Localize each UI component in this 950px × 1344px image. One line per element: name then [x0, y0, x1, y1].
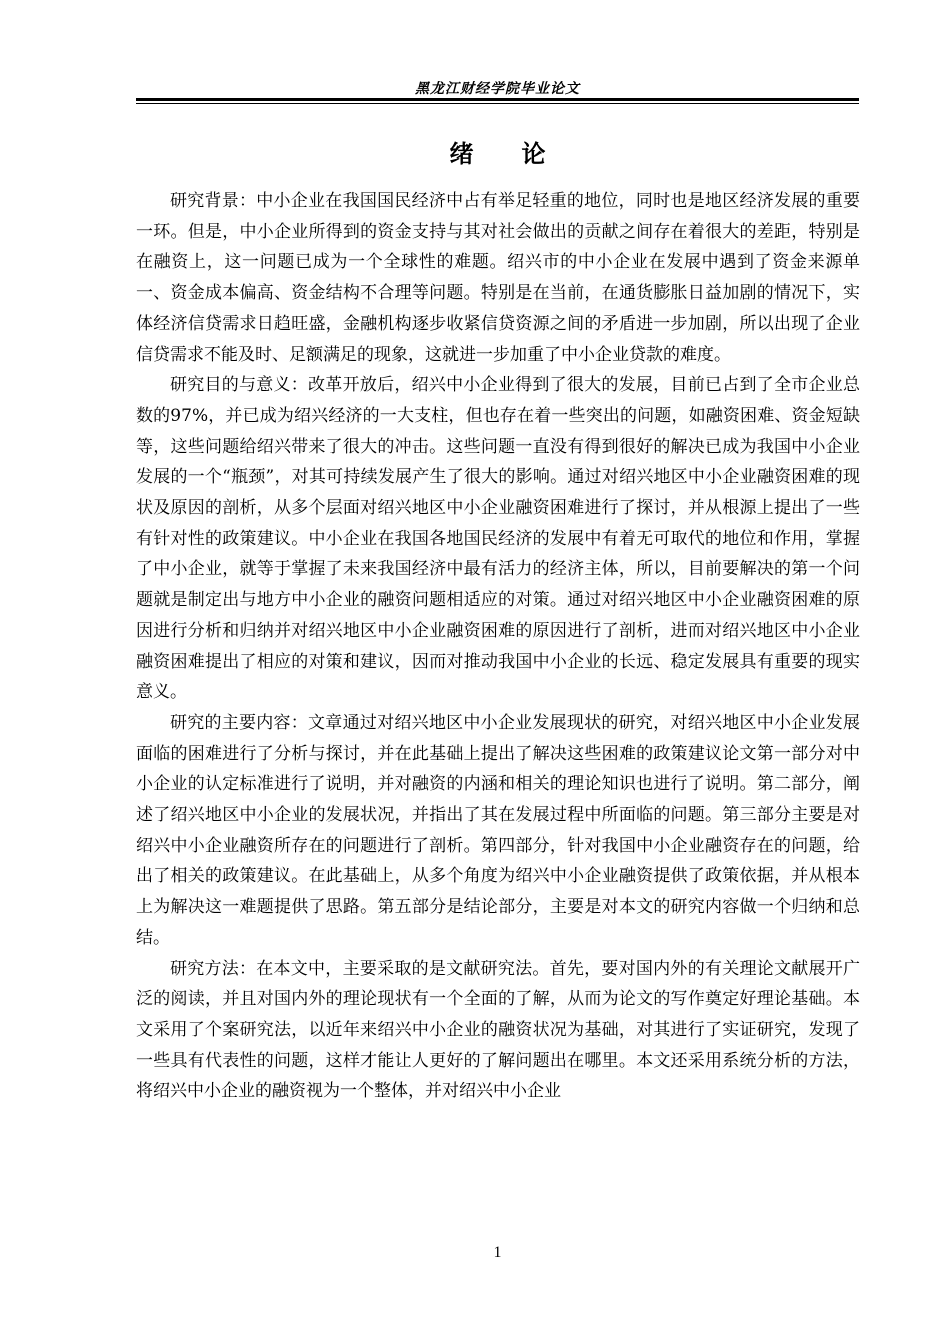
paragraph-background: 研究背景：中小企业在我国国民经济中占有举足轻重的地位，同时也是地区经济发展的重要一环。但是，中小企业所得到的资金支持与其对社会做出的贡献之间存在着很大的差距，特别是在融资上，这一问题已成为一个全球性的难题。绍兴市的中小企业在发展中遇到了资金来源单一、资金成本偏高、资金结构不合理等问题。特别是在当前，在通货膨胀日益加剧的情况下，实体经济信贷需求日趋旺盛，金融机构逐步收紧信贷资源之间的矛盾进一步加剧，所以出现了企业信贷需求不能及时、足额满足的现象，这就进一步加重了中小企业贷款的难度。: [136, 191, 860, 365]
paragraph-purpose: 研究目的与意义：改革开放后，绍兴中小企业得到了很大的发展，目前已占到了全市企业总数的97%，并已成为绍兴经济的一大支柱，但也存在着一些突出的问题，如融资困难、资金短缺等，这些问题给绍兴带来了很大的冲击。这些问题一直没有得到很好的解决已成为我国中小企业发展的一个“瓶颈”，对其可持续发展产生了很大的影响。通过对绍兴地区中小企业融资困难的现状及原因的剖析，从多个层面对绍兴地区中小企业融资困难进行了探讨，并从根源上提出了一些有针对性的政策建议。中小企业在我国各地国民经济的发展中有着无可取代的地位和作用，掌握了中小企业，就等于掌握了未来我国经济中最有活力的经济主体，所以，目前要解决的第一个问题就是制定出与地方中小企业的融资问题相适应的对策。通过对绍兴地区中小企业融资困难的原因进行分析和归纳并对绍兴地区中小企业融资困难的原因进行了剖析，进而对绍兴地区中小企业融资困难提出了相应的对策和建议，因而对推动我国中小企业的长远、稳定发展具有重要的现实意义。: [136, 375, 860, 703]
paragraph-method: 研究方法：在本文中，主要采取的是文献研究法。首先，要对国内外的有关理论文献展开广泛的阅读，并且对国内外的理论现状有一个全面的了解，从而为论文的写作奠定好理论基础。本文采用了个案研究法，以近年来绍兴中小企业的融资状况为基础，对其进行了实证研究，发现了一些具有代表性的问题，这样才能让人更好的了解问题出在哪里。本文还采用系统分析的方法，将绍兴中小企业的融资视为一个整体，并对绍兴中小企业: [136, 958, 860, 1102]
chapter-title: 绪论: [449, 140, 594, 168]
running-header-title: 黑龙江财经学院毕业论文: [415, 81, 580, 97]
page-number: 1: [493, 1244, 502, 1261]
header-rule-thick: [136, 98, 859, 101]
header-rule-thin: [136, 103, 859, 104]
paragraph-content: 研究的主要内容：文章通过对绍兴地区中小企业发展现状的研究，对绍兴地区中小企业发展面临的困难进行了分析与探讨，并在此基础上提出了解决这些困难的政策建议论文第一部分对中小企业的认定标准进行了说明，并对融资的内涵和相关的理论知识也进行了说明。第二部分，阐述了绍兴地区中小企业的发展状况，并指出了其在发展过程中所面临的问题。第三部分主要是对绍兴中小企业融资所存在的问题进行了剖析。第四部分，针对我国中小企业融资存在的问题，给出了相关的政策建议。在此基础上，从多个角度为绍兴中小企业融资提供了政策依据，并从根本上为解决这一难题提供了思路。第五部分是结论部分，主要是对本文的研究内容做一个归纳和总结。: [136, 712, 860, 948]
body-text: [136, 186, 860, 1107]
